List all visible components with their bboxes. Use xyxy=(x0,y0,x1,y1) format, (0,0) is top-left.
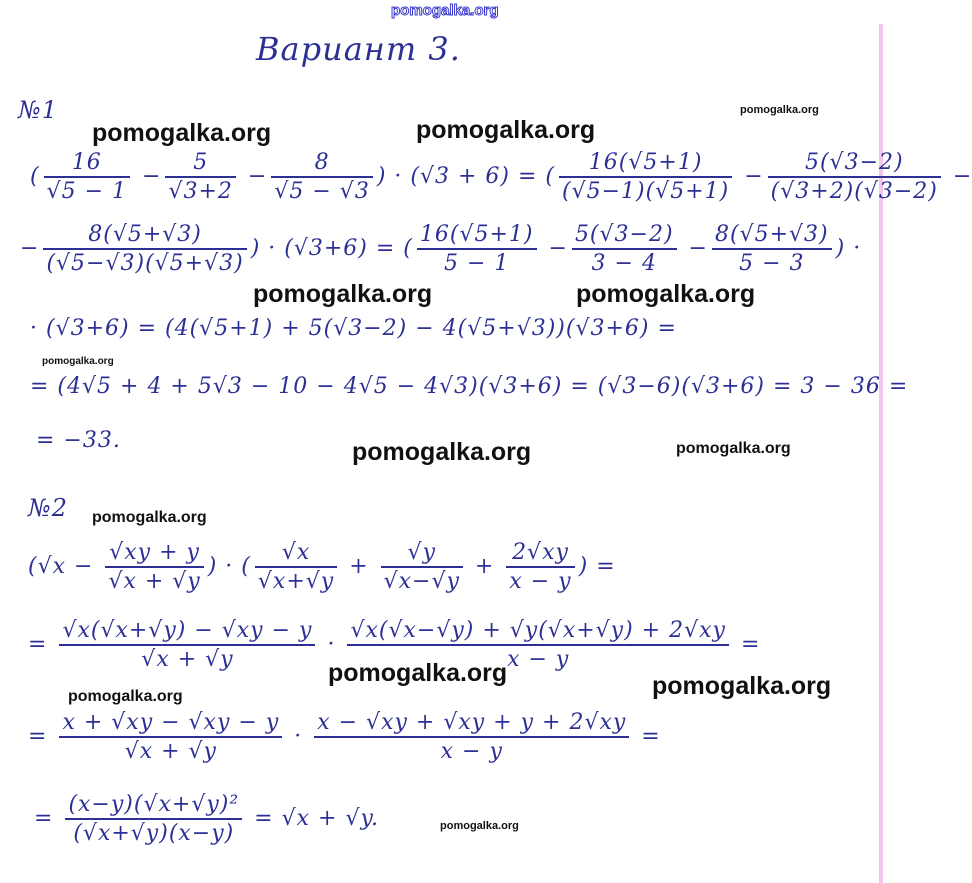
task1-line4: = (4√5 + 4 + 5√3 − 10 − 4√5 − 4√3)(√3+6) = (√3−6)(√3+6) = 3 − 36 = xyxy=(30,374,909,399)
header-watermark[interactable]: pomogalka.org xyxy=(391,2,499,19)
fraction: $\frac{5(√3-2)}{3 - 4}$ xyxy=(572,222,677,276)
fraction: $\frac{√x(√x+√y) - √xy - y}{√x + √y}$ xyxy=(59,618,315,672)
fraction: $\frac{16}{√5 - 1}$ xyxy=(44,150,130,204)
task2-line2: = $\frac{√x(√x+√y) - √xy - y}{√x + √y}$ · $\frac{√x(√x-√y) + √y(√x+√y) + 2√xy}{x - y}$ = xyxy=(28,618,761,672)
watermark[interactable]: pomogalka.org xyxy=(42,356,114,367)
watermark[interactable]: pomogalka.org xyxy=(676,440,791,457)
fraction: $\frac{2√xy}{x - y}$ xyxy=(506,540,574,594)
fraction: $\frac{8}{√5 - √3}$ xyxy=(271,150,372,204)
fraction: $\frac{5(√3-2)}{(√3+2)(√3-2)}$ xyxy=(768,150,941,204)
task1-label: №1 xyxy=(18,96,58,124)
task2-line4: = $\frac{\text{(x−y)(√x+√y)²}}{(√x+√y)(x-y)}$ = √x + √y. xyxy=(34,792,379,846)
watermark[interactable]: pomogalka.org xyxy=(576,280,756,308)
fraction: $\frac{16(√5+1)}{(√5-1)(√5+1)}$ xyxy=(559,150,732,204)
fraction: $\frac{8(√5+√3)}{5 - 3}$ xyxy=(712,222,832,276)
watermark[interactable]: pomogalka.org xyxy=(328,659,508,687)
task2-label: №2 xyxy=(28,494,68,522)
fraction: $\frac{√xy + y}{√x + √y}$ xyxy=(105,540,203,594)
watermark[interactable]: pomogalka.org xyxy=(440,820,519,832)
task1-line3: · (√3+6) = (4(√5+1) + 5(√3−2) − 4(√5+√3))(√3+6) = xyxy=(30,316,677,341)
watermark[interactable]: pomogalka.org xyxy=(92,509,207,526)
fraction: $\frac{x + √xy - √xy - y}{√x + √y}$ xyxy=(59,710,282,764)
page-title: Вариант 3. xyxy=(256,30,461,68)
watermark[interactable]: pomogalka.org xyxy=(253,280,433,308)
fraction: $\frac{√x(√x-√y) + √y(√x+√y) + 2√xy}{x - y}$ xyxy=(347,618,729,672)
fraction: $\frac{√y}{√x-√y}$ xyxy=(381,540,463,594)
fraction: $\frac{8(√5+√3)}{(√5-√3)(√5+√3)}$ xyxy=(43,222,246,276)
watermark[interactable]: pomogalka.org xyxy=(740,104,819,116)
task1-line1: ( $\frac{16}{√5 - 1}$ − $\frac{5}{√3+2}$ − $\frac{8}{√5 - √3}$ ) · (√3 + 6) = ( $\frac{16(√5+1)}{(√5-1)(√5+1)}$ − $\frac{5(√3-2)}{(√3+2)(√3-2)}$ − xyxy=(30,150,972,204)
fraction: $\frac{5}{√3+2}$ xyxy=(165,150,235,204)
watermark[interactable]: pomogalka.org xyxy=(92,119,272,147)
task2-line1: (√x − $\frac{√xy + y}{√x + √y}$ ) · ( $\frac{√x}{√x+√y}$ + $\frac{√y}{√x-√y}$ + $\frac{2√xy}{x - y}$ ) = xyxy=(28,540,616,594)
watermark[interactable]: pomogalka.org xyxy=(352,438,532,466)
task1-line5: = −33. xyxy=(36,428,121,453)
fraction: $\frac{\text{(x−y)(√x+√y)²}}{(√x+√y)(x-y)}$ xyxy=(65,792,242,846)
watermark[interactable]: pomogalka.org xyxy=(416,116,596,144)
task2-line3: = $\frac{x + √xy - √xy - y}{√x + √y}$ · $\frac{x - √xy + √xy + y + 2√xy}{x - y}$ = xyxy=(28,710,661,764)
task1-line2: − $\frac{8(√5+√3)}{(√5-√3)(√5+√3)}$ ) · (√3+6) = ( $\frac{16(√5+1)}{5 - 1}$ − $\frac{5(√3-2)}{3 - 4}$ − $\frac{8(√5+√3)}{5 - 3}$ ) · xyxy=(20,222,862,276)
watermark[interactable]: pomogalka.org xyxy=(652,672,832,700)
fraction: $\frac{x - √xy + √xy + y + 2√xy}{x - y}$ xyxy=(314,710,629,764)
watermark[interactable]: pomogalka.org xyxy=(68,688,183,705)
fraction: $\frac{16(√5+1)}{5 - 1}$ xyxy=(417,222,537,276)
fraction: $\frac{√x}{√x+√y}$ xyxy=(255,540,337,594)
